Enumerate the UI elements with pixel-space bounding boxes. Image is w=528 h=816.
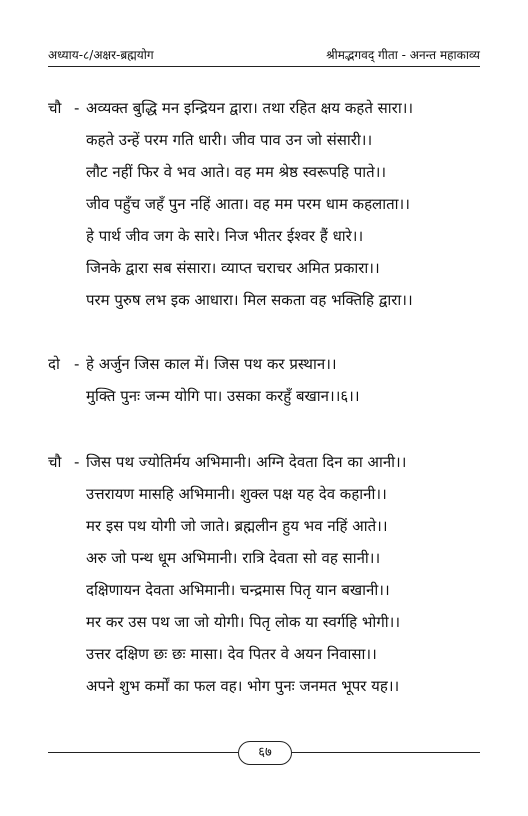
stanza-chaupai-2 [48,446,488,702]
verse-text: उत्तरायण मासहि अभिमानी। शुक्ल पक्ष यह देव कहानी।। [86,485,387,503]
verse-line [48,542,488,574]
verse-line [48,156,488,188]
chapter-title: अध्याय-८/अक्षर-ब्रह्मयोग [48,48,154,62]
verse-text: हे अर्जुन जिस काल में। जिस पथ कर प्रस्थान।। [86,355,337,373]
stanza-marker: चौ [48,453,62,471]
stanza-chaupai-1 [48,92,488,316]
verse-text: मर कर उस पथ जा जो योगी। पितृ लोक या स्वर्गहि भोगी।। [86,613,401,631]
verse-text: जीव पहुँच जहँ पुन नहिं आता। वह मम परम धाम कहलाता।। [86,195,410,213]
footer-rule-left [48,752,238,753]
verse-text: अपने शुभ कर्मों का फल वह। भोग पुनः जनमत भूपर यह।। [86,677,400,695]
verse-line [48,478,488,510]
verse-line [48,92,488,124]
verse-text: कहते उन्हें परम गति धारी। जीव पाव उन जो संसारी।। [86,131,373,149]
verse-line [48,446,488,478]
marker-dash: - [74,99,80,117]
footer-rule-right [292,752,480,753]
verse-text: जिस पथ ज्योतिर्मय अभिमानी। अग्नि देवता दिन का आनी।। [86,453,407,471]
page-number: ६७ [238,741,292,765]
verse-text: मुक्ति पुनः जन्म योगि पा। उसका करहुँ बखान।।६।। [86,387,360,405]
verse-line [48,670,488,702]
verse-text: अरु जो पन्थ धूम अभिमानी। रात्रि देवता सो वह सानी।। [86,549,381,567]
stanza-doha [48,348,488,412]
verse-line [48,124,488,156]
marker-dash: - [74,453,80,471]
verse-line [48,510,488,542]
verse-text: मर इस पथ योगी जो जाते। ब्रह्मलीन हुय भव नहिं आते।। [86,517,388,535]
stanza-marker: दो [48,355,60,373]
verse-text: परम पुरुष लभ इक आधारा। मिल सकता वह भक्तिहि द्वारा।। [86,291,413,309]
verse-text: अव्यक्त बुद्धि मन इन्द्रियन द्वारा। तथा रहित क्षय कहते सारा।। [86,99,414,117]
verse-text: जिनके द्वारा सब संसारा। व्याप्त चराचर अमित प्रकारा।। [86,259,380,277]
verse-line [48,252,488,284]
book-title: श्रीमद्भगवद् गीता - अनन्त महाकाव्य [326,48,480,62]
verse-line [48,574,488,606]
verse-line [48,380,488,412]
verse-text: हे पार्थ जीव जग के सारे। निज भीतर ईश्वर हैं धारे।। [86,227,364,245]
verse-line [48,284,488,316]
verse-line [48,606,488,638]
verse-line [48,188,488,220]
verse-text: लौट नहीं फिर वे भव आते। वह मम श्रेष्ठ स्वरूपहि पाते।। [86,163,387,181]
verse-text: उत्तर दक्षिण छः छः मासा। देव पितर वे अयन निवासा।। [86,645,377,663]
verse-line [48,220,488,252]
verse-line [48,348,488,380]
verse-text: दक्षिणायन देवता अभिमानी। चन्द्रमास पितृ यान बखानी।। [86,581,390,599]
page-header [48,40,480,67]
marker-dash: - [74,355,80,373]
verse-line [48,638,488,670]
stanza-marker: चौ [48,99,62,117]
